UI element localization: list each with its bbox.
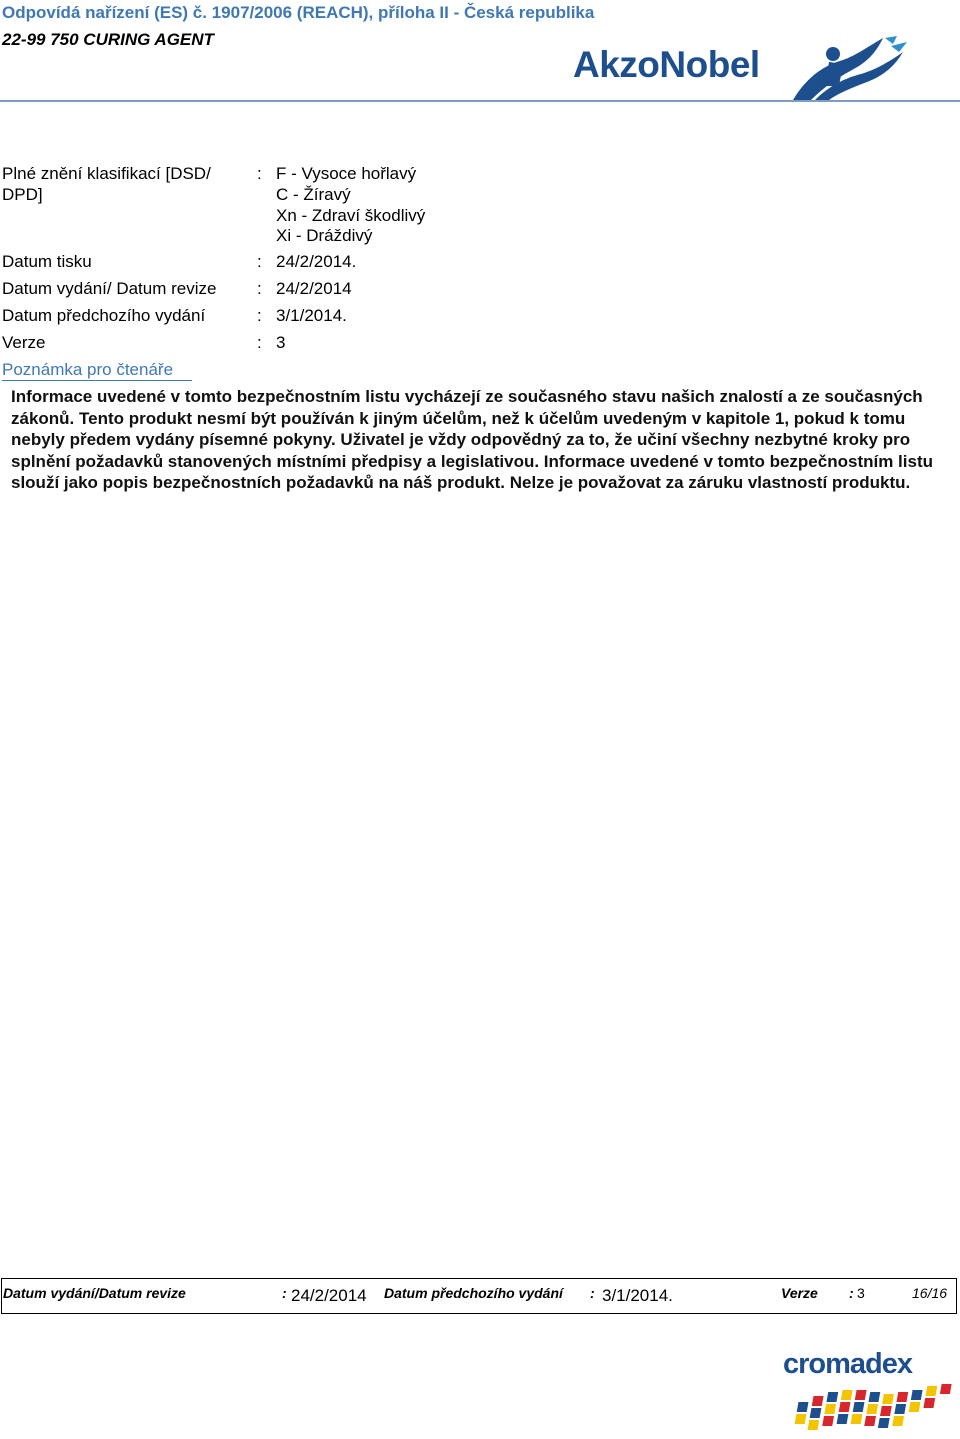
- reader-note-body: Informace uvedené v tomto bezpečnostním listu vycházejí ze současného stavu našich znalostí a ze současných zákonů. Tento produkt nesmí být používán k jiným účelům, než k účelům uvedeným v kapitole 1, pokud k tomu nebyly předem vydány písemné pokyny. Uživatel je vždy odpovědný za to, že učiní všechny nezbytné kroky pro splnění požadavků stanovených místními předpisy a legislativou. Informace uvedené v tomto bezpečnostním listu slouží jako popis bezpečnostních požadavků na náš produkt. Nelze je považovat za záruku vlastností produktu.: [11, 387, 933, 492]
- classification-colon: :: [257, 164, 262, 183]
- print-date-colon: :: [257, 252, 262, 271]
- document-regulation-title: Odpovídá nařízení (ES) č. 1907/2006 (REACH), příloha II - Česká republika: [2, 3, 595, 22]
- akzonobel-logo-text: AkzoNobel: [573, 44, 760, 85]
- footer-prev-label: Datum předchozího vydání: [384, 1285, 563, 1301]
- classification-value-3: Xn - Zdraví škodlivý: [276, 206, 426, 225]
- classification-value-1: F - Vysoce hořlavý: [276, 164, 417, 183]
- akzonobel-logo: [570, 36, 915, 102]
- footer-info-box: [1, 1278, 957, 1314]
- classification-label-line1: Plné znění klasifikací [DSD/: [2, 164, 211, 183]
- cromadex-logo: [780, 1348, 960, 1438]
- classification-value-2: C - Žíravý: [276, 185, 351, 204]
- cromadex-flag-blocks-icon: [780, 1382, 960, 1438]
- prev-issue-label: Datum předchozího vydání: [2, 306, 206, 325]
- issue-date-colon: :: [257, 279, 262, 298]
- footer-page-number: 16/16: [912, 1285, 948, 1301]
- footer-version-label: Verze: [781, 1285, 818, 1301]
- reader-note-heading: Poznámka pro čtenáře: [2, 360, 174, 379]
- product-name: 22-99 750 CURING AGENT: [2, 30, 214, 49]
- footer-version-value: 3: [857, 1285, 865, 1301]
- print-date-value: 24/2/2014.: [276, 252, 357, 271]
- print-date-label: Datum tisku: [2, 252, 92, 271]
- version-label: Verze: [2, 333, 46, 352]
- footer-prev-colon: :: [590, 1285, 595, 1301]
- issue-date-label: Datum vydání/ Datum revize: [2, 279, 217, 298]
- version-value: 3: [276, 333, 286, 352]
- footer-issue-value: 24/2/2014: [291, 1286, 367, 1305]
- cromadex-logo-text: cromadex: [783, 1348, 913, 1380]
- prev-issue-colon: :: [257, 306, 262, 325]
- reader-note-underline: [2, 380, 192, 381]
- header-divider: [0, 100, 960, 102]
- version-colon: :: [257, 333, 262, 352]
- akzonobel-figure-icon: [785, 36, 915, 102]
- footer-prev-value: 3/1/2014.: [602, 1286, 673, 1305]
- classification-label-line2: DPD]: [2, 185, 43, 204]
- footer-issue-colon: :: [282, 1285, 287, 1301]
- prev-issue-value: 3/1/2014.: [276, 306, 347, 325]
- footer-issue-label: Datum vydání/Datum revize: [3, 1285, 186, 1301]
- footer-version-colon: :: [849, 1285, 854, 1301]
- classification-value-4: Xi - Dráždivý: [276, 226, 373, 245]
- issue-date-value: 24/2/2014: [276, 279, 352, 298]
